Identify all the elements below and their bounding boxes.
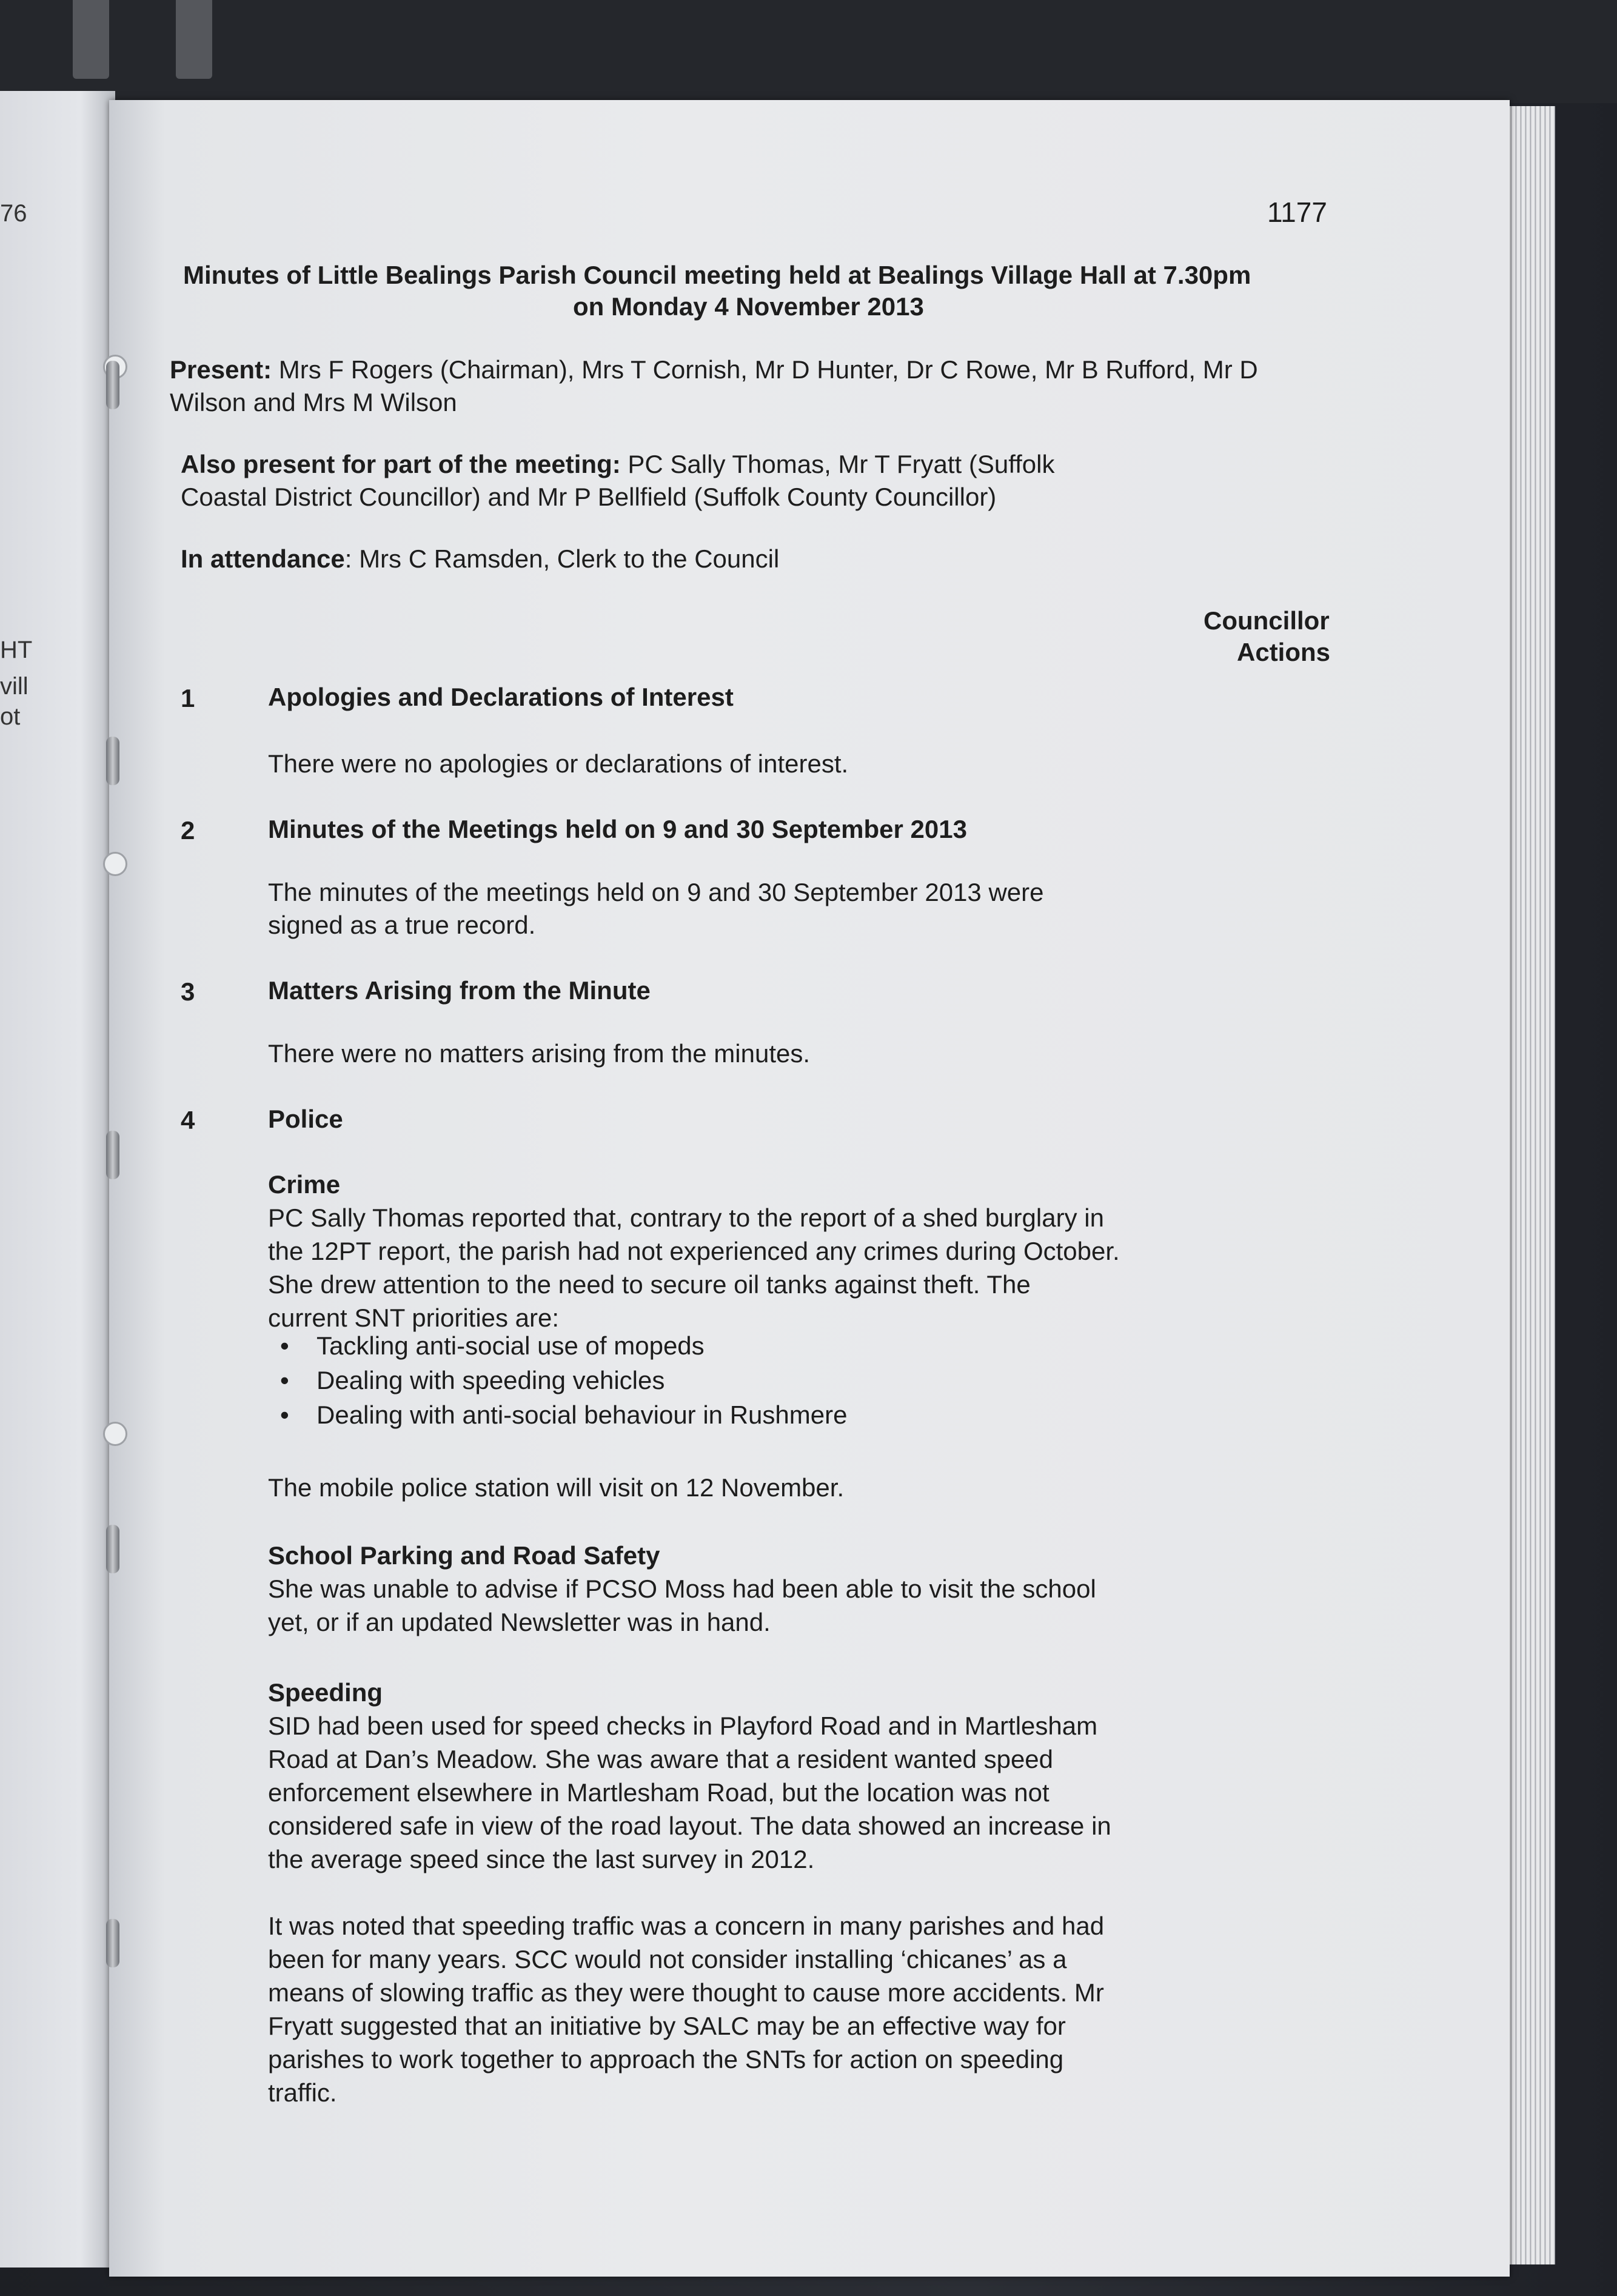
- item-number: 1: [181, 684, 195, 712]
- item-number: 2: [181, 816, 195, 845]
- school-line: yet, or if an updated Newsletter was in hand.: [268, 1608, 771, 1636]
- present-line1: [170, 353, 1258, 386]
- speeding-line: Road at Dan’s Meadow. She was aware that a resident wanted speed: [268, 1745, 1054, 1773]
- speeding-line: It was noted that speeding traffic was a concern in many parishes and had: [268, 1912, 1105, 1940]
- actions-header-line1: Councillor: [1204, 606, 1330, 635]
- binder-clip: [176, 0, 212, 79]
- speeding-paragraph-1: [268, 1709, 1296, 1876]
- speeding-line: SID had been used for speed checks in Playford Road and in Martlesham: [268, 1712, 1098, 1740]
- speeding-line: considered safe in view of the road layout. The data showed an increase in: [268, 1812, 1111, 1840]
- page-number: 1177: [1267, 196, 1327, 228]
- item-text: There were no apologies or declarations of interest.: [268, 749, 849, 778]
- speeding-line: been for many years. SCC would not consider installing ‘chicanes’ as a: [268, 1945, 1067, 1973]
- present-label: Present:: [170, 355, 272, 384]
- crime-line: current SNT priorities are:: [268, 1304, 560, 1332]
- item-text: The minutes of the meetings held on 9 and 30 September 2013 were: [268, 878, 1044, 906]
- item-number: 3: [181, 977, 195, 1006]
- crime-line: PC Sally Thomas reported that, contrary to the report of a shed burglary in: [268, 1203, 1104, 1232]
- list-item: • Tackling anti-social use of mopeds: [268, 1328, 847, 1363]
- list-item: • Dealing with speeding vehicles: [268, 1363, 847, 1397]
- speeding-line: the average speed since the last survey in 2012.: [268, 1845, 815, 1873]
- crime-heading: Crime: [268, 1170, 341, 1199]
- item-heading: Minutes of the Meetings held on 9 and 30 September 2013: [268, 815, 967, 843]
- attendance-line: [181, 543, 779, 575]
- previous-page-fragment: ot: [0, 703, 21, 730]
- present-names: Mrs F Rogers (Chairman), Mrs T Cornish, Mr D Hunter, Dr C Rowe, Mr B Rufford, Mr D: [272, 355, 1258, 384]
- item-text: There were no matters arising from the minutes.: [268, 1039, 811, 1068]
- previous-page: [0, 91, 115, 2268]
- binder-top: [0, 0, 1617, 103]
- school-paragraph: [268, 1572, 1296, 1639]
- previous-page-fragment: HT: [0, 637, 33, 663]
- speeding-line: Fryatt suggested that an initiative by SALC may be an effective way for: [268, 2012, 1066, 2040]
- item-number: 4: [181, 1106, 195, 1134]
- school-line: She was unable to advise if PCSO Moss had been able to visit the school: [268, 1575, 1096, 1603]
- previous-page-fragment: vill: [0, 673, 28, 700]
- actions-header-line2: Actions: [1237, 638, 1331, 666]
- minutes-title-line1: Minutes of Little Bealings Parish Council meeting held at Bealings Village Hall at 7.30pm: [183, 261, 1251, 289]
- crime-paragraph: [268, 1201, 1296, 1334]
- list-item: • Dealing with anti-social behaviour in Rushmere: [268, 1397, 847, 1432]
- present-line2: Wilson and Mrs M Wilson: [170, 388, 457, 417]
- attendance-text: : Mrs C Ramsden, Clerk to the Council: [344, 544, 780, 573]
- binder-clip: [73, 0, 109, 79]
- also-present-names: PC Sally Thomas, Mr T Fryatt (Suffolk: [620, 450, 1055, 478]
- speeding-heading: Speeding: [268, 1678, 383, 1707]
- speeding-line: traffic.: [268, 2078, 337, 2107]
- snt-priorities-list: [268, 1328, 847, 1432]
- item-heading: Matters Arising from the Minute: [268, 976, 651, 1005]
- minutes-page: [109, 100, 1510, 2277]
- crime-line: the 12PT report, the parish had not experienced any crimes during October.: [268, 1237, 1120, 1265]
- speeding-line: parishes to work together to approach the SNTs for action on speeding: [268, 2045, 1064, 2073]
- also-present-line2: Coastal District Councillor) and Mr P Bellfield (Suffolk County Councillor): [181, 483, 997, 511]
- previous-page-number: 76: [0, 200, 27, 227]
- school-heading: School Parking and Road Safety: [268, 1541, 660, 1570]
- item-heading: Apologies and Declarations of Interest: [268, 683, 734, 711]
- also-present-label: Also present for part of the meeting:: [181, 450, 621, 478]
- minutes-title-line2: on Monday 4 November 2013: [573, 292, 924, 321]
- attendance-label: In attendance: [181, 544, 345, 573]
- item-heading: Police: [268, 1105, 343, 1133]
- speeding-paragraph-2: [268, 1909, 1296, 2109]
- crime-line: She drew attention to the need to secure oil tanks against theft. The: [268, 1270, 1031, 1299]
- speeding-line: enforcement elsewhere in Martlesham Road, but the location was not: [268, 1778, 1050, 1807]
- also-present-line1: [181, 448, 1055, 481]
- page-content: [109, 100, 1510, 2277]
- speeding-line: means of slowing traffic as they were thought to cause more accidents. Mr: [268, 1978, 1104, 2007]
- item-text: signed as a true record.: [268, 911, 536, 939]
- mobile-station-text: The mobile police station will visit on 12 November.: [268, 1473, 845, 1502]
